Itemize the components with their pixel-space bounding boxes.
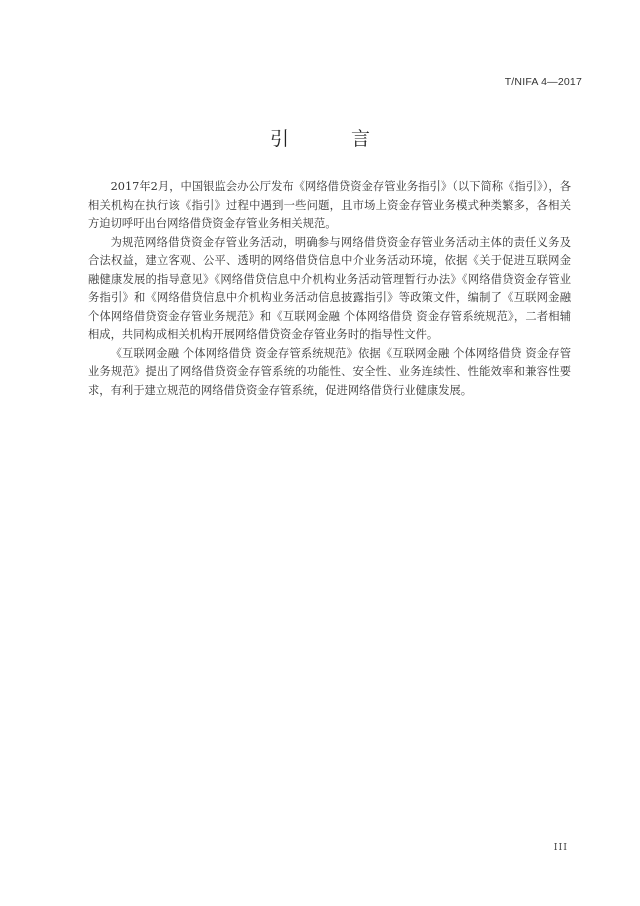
paragraph: 为规范网络借贷资金存管业务活动，明确参与网络借贷资金存管业务活动主体的责任义务及合法权益，建立客观、公平、透明的网络借贷信息中介业务活动环境，依据《关于促进互联网金融健康发展的指导意见》《网络借贷信息中介机构业务活动管理暂行办法》《网络借贷资金存管业务指引》和《网络借贷信息中介机构业务活动信息披露指引》等政策文件，编制了《互联网金融 个体网络借贷资金存管业务规范》和《互联网金融 个体网络借贷 资金存管系统规范》，二者相辅相成，共同构成相关机构开展网络借贷资金存管业务时的指导性文件。 bbox=[88, 235, 571, 341]
body-text bbox=[88, 178, 571, 400]
page-number: III bbox=[553, 842, 568, 853]
section-title: 引 言 bbox=[269, 128, 399, 150]
paragraph: 2017年2月，中国银监会办公厅发布《网络借贷资金存管业务指引》（以下简称《指引》），各相关机构在执行该《指引》过程中遇到一些问题，且市场上资金存管业务模式种类繁多，各相关方迫切呼吁出台网络借贷资金存管业务相关规范。 bbox=[88, 180, 571, 230]
document-code: T/NIFA 4—2017 bbox=[504, 76, 582, 88]
paragraph: 《互联网金融 个体网络借贷 资金存管系统规范》依据《互联网金融 个体网络借贷 资金存管业务规范》提出了网络借贷资金存管系统的功能性、安全性、业务连续性、性能效率和兼容性要求，有利于建立规范的网络借贷资金存管系统，促进网络借贷行业健康发展。 bbox=[88, 346, 571, 397]
